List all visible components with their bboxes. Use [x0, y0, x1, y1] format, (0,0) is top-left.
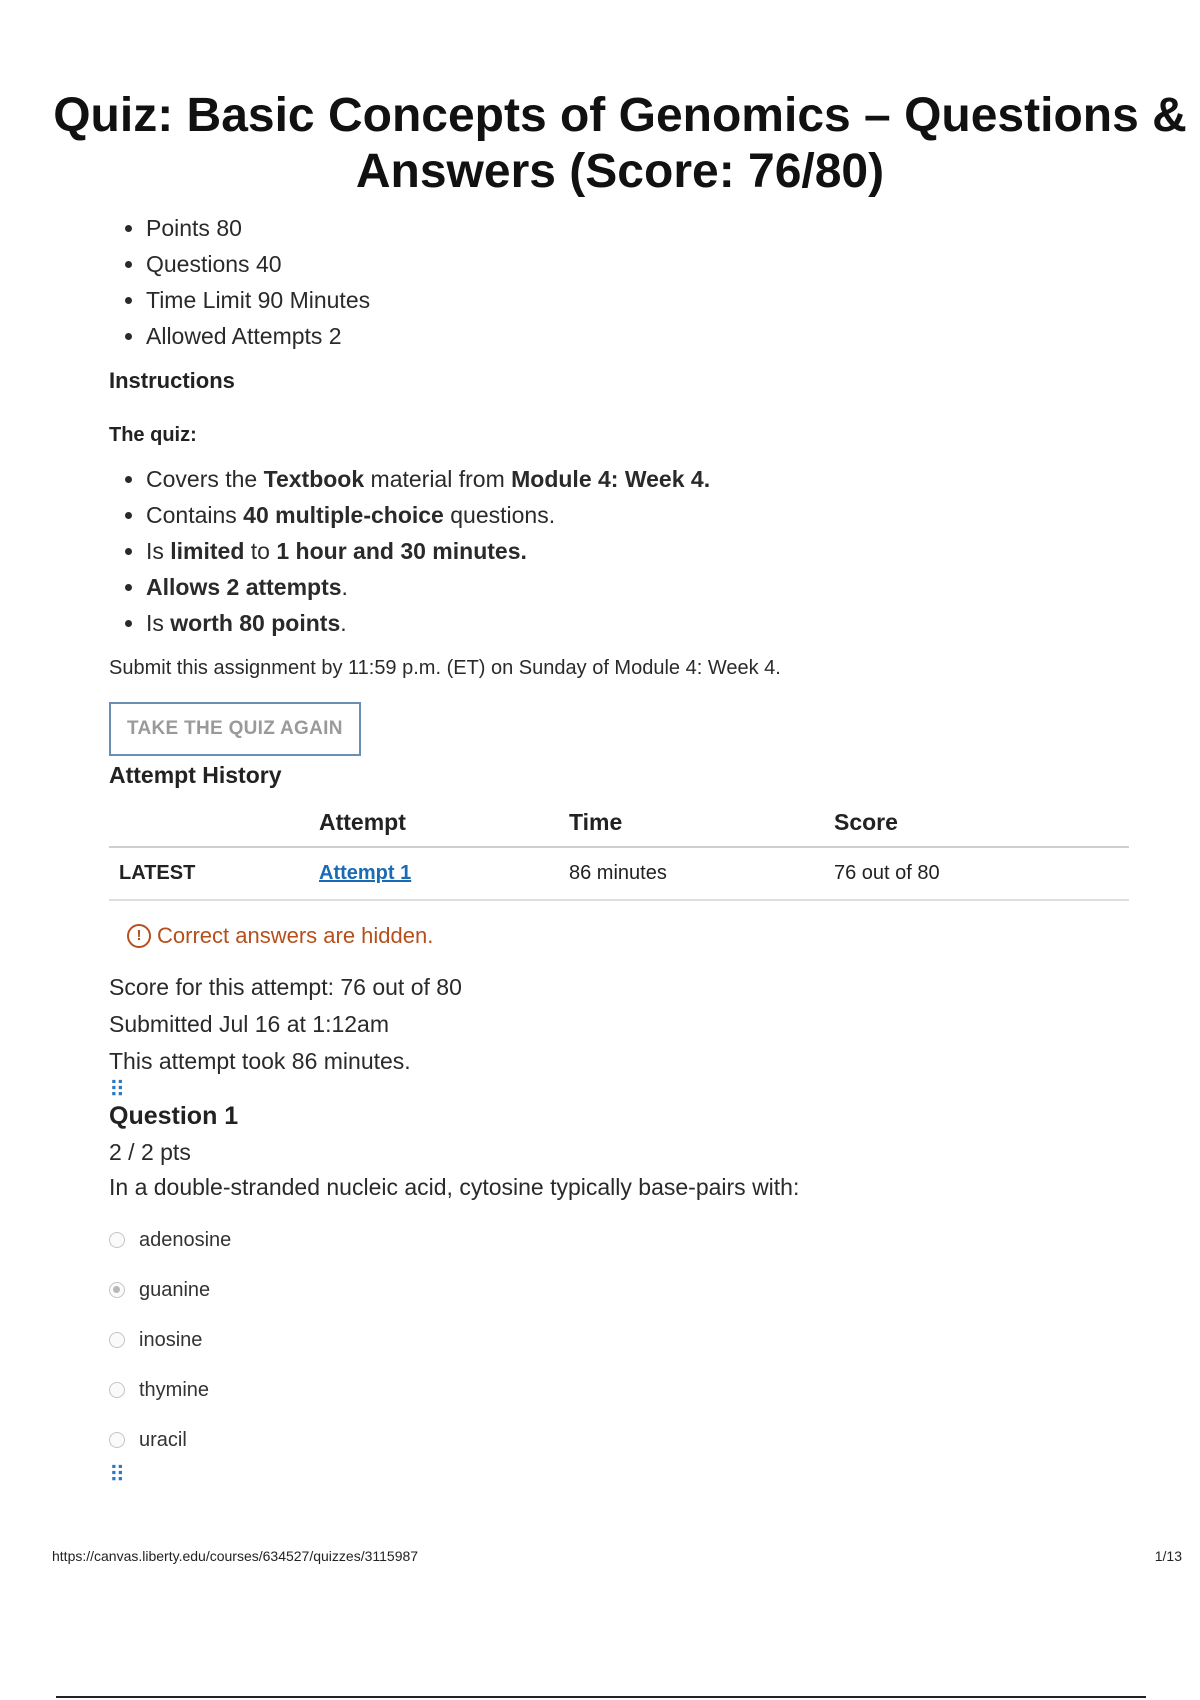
column-header-attempt: Attempt: [309, 799, 559, 847]
meta-questions: • Questions 40: [146, 246, 1129, 282]
drag-handle-icon[interactable]: ⠿: [109, 1462, 124, 1487]
rule-text: questions.: [443, 502, 556, 528]
answers-hidden-text: Correct answers are hidden.: [157, 923, 434, 948]
rule-text: Covers the: [146, 466, 264, 492]
radio-button[interactable]: [109, 1432, 125, 1448]
attempt-summary: [109, 969, 1129, 1080]
rule-coverage: [146, 461, 1129, 497]
attempt-duration: This attempt took 86 minutes.: [109, 1048, 411, 1074]
rule-points: [146, 605, 1129, 641]
rule-emphasis: 1 hour and 30 minutes.: [276, 538, 527, 564]
answer-list: [109, 1215, 1129, 1465]
print-footer-page-number: 1/13: [1154, 1548, 1182, 1564]
radio-button[interactable]: [109, 1382, 125, 1398]
page-title: Quiz: Basic Concepts of Genomics – Questions & Answers (Score: 76/80): [53, 89, 1187, 198]
answer-label: adenosine: [139, 1228, 232, 1251]
quiz-content: [109, 210, 1129, 1487]
instructions-heading: Instructions: [109, 368, 235, 393]
answer-label: thymine: [139, 1378, 210, 1401]
answer-option[interactable]: [109, 1265, 1129, 1315]
answer-label: guanine: [139, 1278, 211, 1301]
page-divider: [56, 1696, 1146, 1698]
warning-icon: !: [127, 924, 151, 948]
rule-text: Is: [146, 610, 171, 636]
rule-text: material from: [364, 466, 512, 492]
attempt-score: Score for this attempt: 76 out of 80: [109, 974, 462, 1000]
answers-hidden-notice: [127, 923, 1129, 949]
answer-option[interactable]: [109, 1415, 1129, 1465]
submission-deadline: Submit this assignment by 11:59 p.m. (ET) on Sunday of Module 4: Week 4.: [109, 657, 781, 679]
meta-allowed-attempts: • Allowed Attempts 2: [146, 318, 1129, 354]
attempt-cell: [309, 847, 559, 900]
attempt-history-table: [109, 799, 1129, 901]
answer-option[interactable]: [109, 1315, 1129, 1365]
take-quiz-again-button[interactable]: TAKE THE QUIZ AGAIN: [109, 702, 361, 756]
answer-label: uracil: [139, 1428, 187, 1451]
print-footer-url: https://canvas.liberty.edu/courses/634527/quizzes/3115987: [52, 1548, 419, 1564]
rule-text: to: [244, 538, 277, 564]
table-row: [109, 847, 1129, 900]
rule-emphasis: worth 80 points: [170, 610, 341, 636]
attempt-history-heading: Attempt History: [109, 762, 282, 788]
column-header-blank: [109, 799, 309, 847]
radio-button[interactable]: [109, 1232, 125, 1248]
quiz-meta-list: [109, 210, 1129, 354]
rule-time-limit: [146, 533, 1129, 569]
column-header-time: Time: [559, 799, 824, 847]
meta-points: • Points 80: [146, 210, 1129, 246]
table-header-row: [109, 799, 1129, 847]
rule-emphasis: 40 multiple-choice: [243, 502, 444, 528]
meta-time-limit: • Time Limit 90 Minutes: [146, 282, 1129, 318]
column-header-score: Score: [824, 799, 1129, 847]
rule-text: Contains: [146, 502, 244, 528]
question-points: 2 / 2 pts: [109, 1139, 191, 1165]
rule-emphasis: Textbook: [263, 466, 365, 492]
quiz-rules-list: [109, 461, 1129, 641]
attempt-1-link[interactable]: Attempt 1: [319, 862, 412, 884]
quiz-heading: The quiz:: [109, 424, 197, 446]
radio-button-selected[interactable]: [109, 1282, 125, 1298]
radio-button[interactable]: [109, 1332, 125, 1348]
rule-emphasis: Allows 2 attempts: [146, 574, 342, 600]
rule-text: .: [341, 574, 348, 600]
time-cell: 86 minutes: [559, 847, 824, 900]
latest-label: LATEST: [109, 847, 309, 900]
question-text: In a double-stranded nucleic acid, cytosine typically base-pairs with:: [109, 1174, 800, 1200]
rule-emphasis: limited: [170, 538, 245, 564]
rule-text: .: [340, 610, 347, 636]
score-cell: 76 out of 80: [824, 847, 1129, 900]
attempt-submitted: Submitted Jul 16 at 1:12am: [109, 1011, 389, 1037]
rule-attempts: [146, 569, 1129, 605]
question-title: Question 1: [109, 1102, 239, 1130]
answer-label: inosine: [139, 1328, 203, 1351]
rule-question-count: [146, 497, 1129, 533]
answer-option[interactable]: [109, 1215, 1129, 1265]
rule-text: Is: [146, 538, 171, 564]
answer-option[interactable]: [109, 1365, 1129, 1415]
drag-handle-icon[interactable]: ⠿: [109, 1077, 124, 1102]
rule-emphasis: Module 4: Week 4.: [511, 466, 711, 492]
